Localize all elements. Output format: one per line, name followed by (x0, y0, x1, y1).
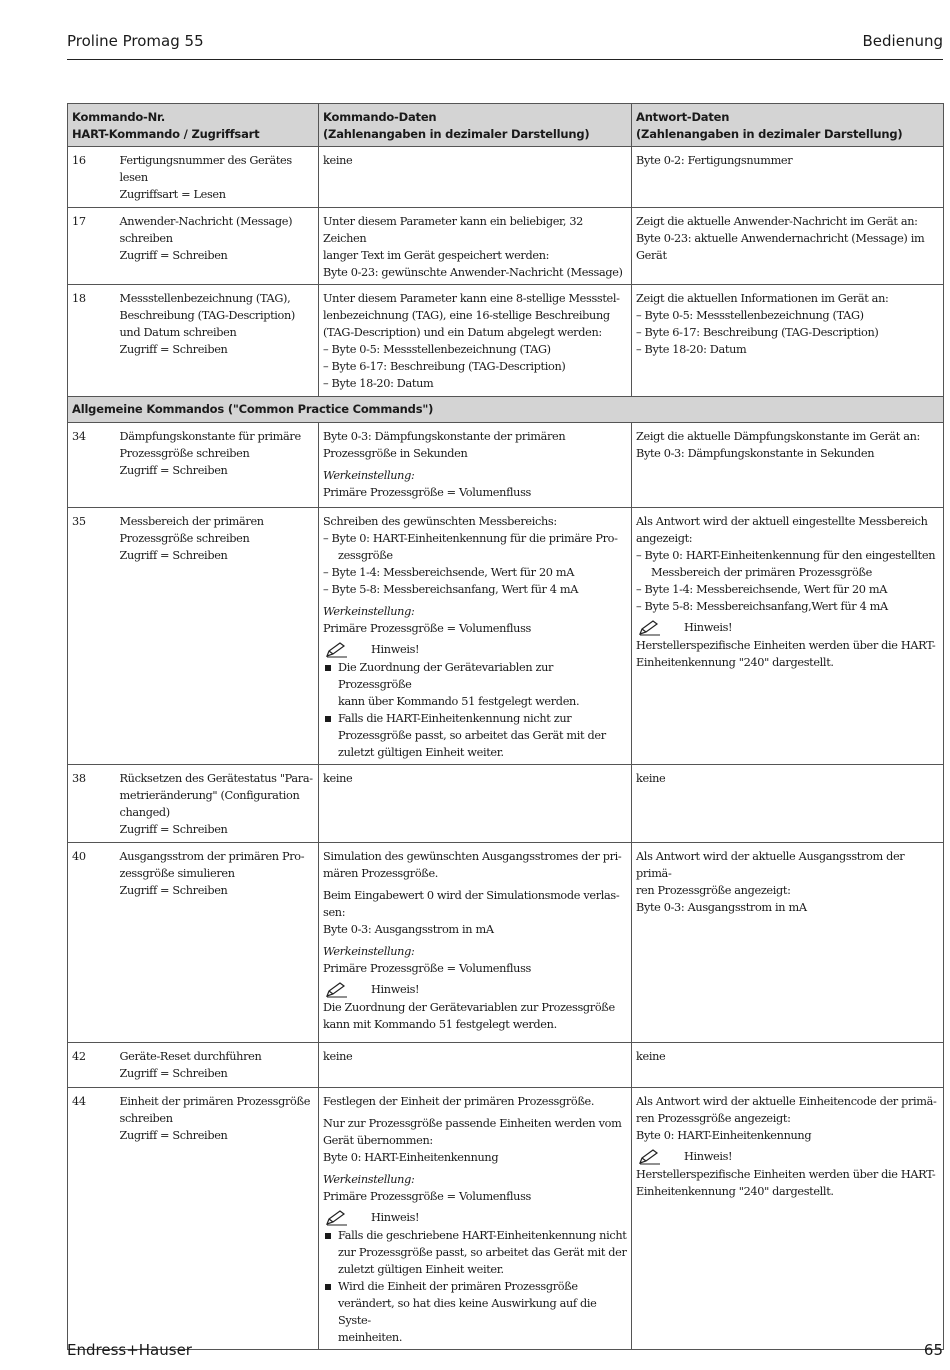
text-line: Zeigt die aktuelle Anwender-Nachricht im Gerät an: (636, 215, 918, 228)
command-data (319, 147, 632, 208)
text-line: Zugriff = Schreiben (119, 823, 228, 836)
response-data (632, 208, 944, 285)
header-text: HART-Kommando / Zugriffsart (72, 127, 260, 141)
table-row (68, 508, 944, 765)
command-description (116, 285, 319, 397)
text-line: Byte 0-3: Dämpfungskonstante der primären (323, 430, 566, 443)
pencil-note-icon (638, 1148, 662, 1165)
command-description (116, 208, 319, 285)
table-row (68, 1043, 944, 1088)
text-line: Prozessgröße passt, so arbeitet das Gerät mit der (338, 729, 606, 742)
text-line: Falls die geschriebene HART-Einheitenkennung nicht (338, 1229, 627, 1242)
text-line: Als Antwort wird der aktuell eingestellte Messbereich (636, 515, 928, 528)
command-description (116, 843, 319, 1043)
factory-setting-label: Werkeinstellung: (323, 945, 415, 958)
text-line: sen: (323, 906, 346, 919)
header-text: Kommando-Nr. (72, 110, 166, 124)
text-line: Prozessgröße in Sekunden (323, 447, 468, 460)
text-line: zuletzt gültigen Einheit weiter. (338, 746, 504, 759)
text-line: Messbereich der primären (119, 515, 264, 528)
command-number: 42 (68, 1043, 116, 1088)
dash-item: – Byte 0-5: Messstellenbezeichnung (TAG) (323, 343, 551, 356)
text-line: Byte 0: HART-Einheitenkennung (636, 1129, 812, 1142)
text-line: Als Antwort wird der aktuelle Einheitencode der primä- (636, 1095, 937, 1108)
section-row (68, 397, 944, 423)
command-number: 40 (68, 843, 116, 1043)
hint-label: Hinweis! (371, 1211, 420, 1224)
text-line: schreiben (119, 232, 173, 245)
hint-label: Hinweis! (684, 621, 733, 634)
text-line: keine (636, 1050, 666, 1063)
text-line: Zugriff = Schreiben (119, 884, 228, 897)
text-line: Byte 0-2: Fertigungsnummer (636, 154, 793, 167)
command-number: 17 (68, 208, 116, 285)
text-line: Einheitenkennung "240" dargestellt. (636, 1185, 834, 1198)
text-line: Als Antwort wird der aktuelle Ausgangsstrom der primä- (636, 850, 905, 880)
command-description (116, 423, 319, 508)
command-number: 44 (68, 1088, 116, 1350)
dash-item: – Byte 5-8: Messbereichsanfang,Wert für 4 mA (636, 600, 888, 613)
text-line: Herstellerspezifische Einheiten werden über die HART- (636, 639, 936, 652)
dash-item: – Byte 5-8: Messbereichsanfang, Wert für 4 mA (323, 583, 579, 596)
text-line: keine (323, 1050, 353, 1063)
text-line: Anwender-Nachricht (Message) (119, 215, 293, 228)
response-data (632, 508, 944, 765)
text-line: metrieränderung" (Configuration (119, 789, 300, 802)
header-text: (Zahlenangaben in dezimaler Darstellung) (323, 127, 590, 141)
factory-setting-value: Primäre Prozessgröße = Volumenfluss (323, 622, 531, 635)
hint (636, 619, 939, 637)
text-line: Beschreibung (TAG-Description) (119, 309, 295, 322)
command-data (319, 843, 632, 1043)
header-text: Antwort-Daten (636, 110, 730, 124)
text-line: verändert, so hat dies keine Auswirkung auf die Syste- (338, 1297, 597, 1327)
header-text: Kommando-Daten (323, 110, 437, 124)
header-rule (67, 59, 943, 60)
command-number: 18 (68, 285, 116, 397)
text-line: Zugriff = Schreiben (119, 343, 228, 356)
text-line: Gerät (636, 249, 667, 262)
text-line: Zugriff = Schreiben (119, 464, 228, 477)
text-line: Die Zuordnung der Gerätevariablen zur Prozessgröße (338, 661, 554, 691)
text-line: Zeigt die aktuelle Dämpfungskonstante im Gerät an: (636, 430, 921, 443)
text-line: Zugriff = Schreiben (119, 549, 228, 562)
text-line: Gerät übernommen: (323, 1134, 433, 1147)
command-data (319, 285, 632, 397)
text-line: Byte 0-3: Ausgangsstrom in mA (636, 901, 807, 914)
text-line: Zugriff = Schreiben (119, 1067, 228, 1080)
text-line: Einheitenkennung "240" dargestellt. (636, 656, 834, 669)
text-line: Einheit der primären Prozessgröße (119, 1095, 311, 1108)
text-line: Unter diesem Parameter kann ein beliebiger, 32 Zeichen (323, 215, 584, 245)
text-line: Die Zuordnung der Gerätevariablen zur Prozessgröße (323, 1001, 615, 1014)
text-line: Herstellerspezifische Einheiten werden über die HART- (636, 1168, 936, 1181)
text-line: Schreiben des gewünschten Messbereichs: (323, 515, 557, 528)
command-number: 16 (68, 147, 116, 208)
text-line: und Datum schreiben (119, 326, 237, 339)
text-line: Byte 0-23: gewünschte Anwender-Nachricht (Message) (323, 266, 623, 279)
response-data (632, 843, 944, 1043)
dash-item: – Byte 0-5: Messstellenbezeichnung (TAG) (636, 309, 864, 322)
factory-setting-value: Primäre Prozessgröße = Volumenfluss (323, 1190, 531, 1203)
text-line: Dämpfungskonstante für primäre (119, 430, 301, 443)
dash-item-cont: Messbereich der primären Prozessgröße (651, 566, 872, 579)
hint-label: Hinweis! (684, 1150, 733, 1163)
text-line: Fertigungsnummer des Gerätes (119, 154, 292, 167)
command-description (116, 508, 319, 765)
text-line: zessgröße simulieren (119, 867, 235, 880)
bullet-item (323, 710, 627, 761)
bullet-item (323, 1278, 627, 1346)
text-line: zur Prozessgröße passt, so arbeitet das Gerät mit der (338, 1246, 627, 1259)
dash-item-cont: zessgröße (338, 549, 393, 562)
factory-setting-label: Werkeinstellung: (323, 469, 415, 482)
command-data (319, 423, 632, 508)
factory-setting-label: Werkeinstellung: (323, 1173, 415, 1186)
dash-item: – Byte 0: HART-Einheitenkennung für die primäre Pro- (323, 532, 618, 545)
response-data (632, 423, 944, 508)
text-line: Geräte-Reset durchführen (119, 1050, 262, 1063)
bullet-item (323, 659, 627, 710)
section-title: Allgemeine Kommandos ("Common Practice Commands") (68, 397, 944, 423)
col-header-response-data (632, 104, 944, 147)
command-number: 38 (68, 765, 116, 843)
text-line: zuletzt gültigen Einheit weiter. (338, 1263, 504, 1276)
hint (323, 981, 627, 999)
table-row (68, 765, 944, 843)
pencil-note-icon (325, 641, 349, 658)
text-line: meinheiten. (338, 1331, 403, 1344)
text-line: Falls die HART-Einheitenkennung nicht zur (338, 712, 572, 725)
table-row (68, 147, 944, 208)
factory-setting-value: Primäre Prozessgröße = Volumenfluss (323, 486, 531, 499)
table-header-row (68, 104, 944, 147)
hint (636, 1148, 939, 1166)
response-data (632, 1088, 944, 1350)
text-line: Zeigt die aktuellen Informationen im Gerät an: (636, 292, 889, 305)
running-header-section: Bedienung (862, 32, 943, 50)
text-line: schreiben (119, 1112, 173, 1125)
pencil-note-icon (638, 619, 662, 636)
text-line: Festlegen der Einheit der primären Prozessgröße. (323, 1095, 595, 1108)
table-row (68, 208, 944, 285)
command-data (319, 1088, 632, 1350)
text-line: Byte 0-3: Ausgangsstrom in mA (323, 923, 494, 936)
text-line: Ausgangsstrom der primären Pro- (119, 850, 305, 863)
response-data (632, 1043, 944, 1088)
dash-item: – Byte 18-20: Datum (636, 343, 747, 356)
header-text: (Zahlenangaben in dezimaler Darstellung) (636, 127, 903, 141)
text-line: kann mit Kommando 51 festgelegt werden. (323, 1018, 557, 1031)
text-line: angezeigt: (636, 532, 693, 545)
pencil-note-icon (325, 981, 349, 998)
factory-setting-value: Primäre Prozessgröße = Volumenfluss (323, 962, 531, 975)
table-row (68, 1088, 944, 1350)
command-description (116, 1088, 319, 1350)
running-header-title: Proline Promag 55 (67, 32, 204, 50)
text-line: Simulation des gewünschten Ausgangsstromes der pri- (323, 850, 622, 863)
hint-label: Hinweis! (371, 643, 420, 656)
dash-item: – Byte 0: HART-Einheitenkennung für den eingestellten (636, 549, 936, 562)
text-line: Zugriff = Schreiben (119, 249, 228, 262)
footer-company: Endress+Hauser (67, 1341, 192, 1359)
table-row (68, 843, 944, 1043)
col-header-command-data (319, 104, 632, 147)
text-line: mären Prozessgröße. (323, 867, 439, 880)
text-line: Messstellenbezeichnung (TAG), (119, 292, 291, 305)
text-line: langer Text im Gerät gespeichert werden: (323, 249, 550, 262)
text-line: Rücksetzen des Gerätestatus "Para- (119, 772, 313, 785)
text-line: keine (636, 772, 666, 785)
text-line: ren Prozessgröße angezeigt: (636, 884, 791, 897)
hint (323, 1209, 627, 1227)
command-description (116, 1043, 319, 1088)
text-line: Wird die Einheit der primären Prozessgröße (338, 1280, 578, 1293)
col-header-command-nr (68, 104, 319, 147)
command-data (319, 1043, 632, 1088)
text-line: Unter diesem Parameter kann eine 8-stellige Messstel- (323, 292, 620, 305)
page-number: 65 (923, 1341, 943, 1359)
command-data (319, 765, 632, 843)
hint-label: Hinweis! (371, 983, 420, 996)
text-line: keine (323, 154, 353, 167)
text-line: Zugriffsart = Lesen (119, 188, 226, 201)
command-number: 35 (68, 508, 116, 765)
factory-setting-label: Werkeinstellung: (323, 605, 415, 618)
text-line: Prozessgröße schreiben (119, 532, 250, 545)
text-line: lesen (119, 171, 148, 184)
command-description (116, 765, 319, 843)
text-line: Prozessgröße schreiben (119, 447, 250, 460)
text-line: Byte 0: HART-Einheitenkennung (323, 1151, 499, 1164)
text-line: Byte 0-3: Dämpfungskonstante in Sekunden (636, 447, 875, 460)
dash-item: – Byte 6-17: Beschreibung (TAG-Description) (323, 360, 566, 373)
text-line: lenbezeichnung (TAG), eine 16-stellige Beschreibung (323, 309, 610, 322)
command-data (319, 208, 632, 285)
dash-item: – Byte 18-20: Datum (323, 377, 434, 390)
dash-item: – Byte 6-17: Beschreibung (TAG-Description) (636, 326, 879, 339)
command-number: 34 (68, 423, 116, 508)
hint (323, 641, 627, 659)
text-line: Byte 0-23: aktuelle Anwendernachricht (Message) im (636, 232, 925, 245)
dash-item: – Byte 1-4: Messbereichsende, Wert für 20 mA (636, 583, 888, 596)
text-line: ren Prozessgröße angezeigt: (636, 1112, 791, 1125)
bullet-item (323, 1227, 627, 1278)
pencil-note-icon (325, 1209, 349, 1226)
table-row (68, 423, 944, 508)
command-description (116, 147, 319, 208)
text-line: kann über Kommando 51 festgelegt werden. (338, 695, 580, 708)
text-line: Zugriff = Schreiben (119, 1129, 228, 1142)
text-line: changed) (119, 806, 170, 819)
dash-item: – Byte 1-4: Messbereichsende, Wert für 20 mA (323, 566, 575, 579)
table-row (68, 285, 944, 397)
text-line: keine (323, 772, 353, 785)
response-data (632, 147, 944, 208)
text-line: (TAG-Description) und ein Datum abgelegt werden: (323, 326, 602, 339)
hart-command-table (67, 103, 944, 1350)
text-line: Nur zur Prozessgröße passende Einheiten werden vom (323, 1117, 622, 1130)
response-data (632, 285, 944, 397)
command-data (319, 508, 632, 765)
response-data (632, 765, 944, 843)
text-line: Beim Eingabewert 0 wird der Simulationsmode verlas- (323, 889, 620, 902)
